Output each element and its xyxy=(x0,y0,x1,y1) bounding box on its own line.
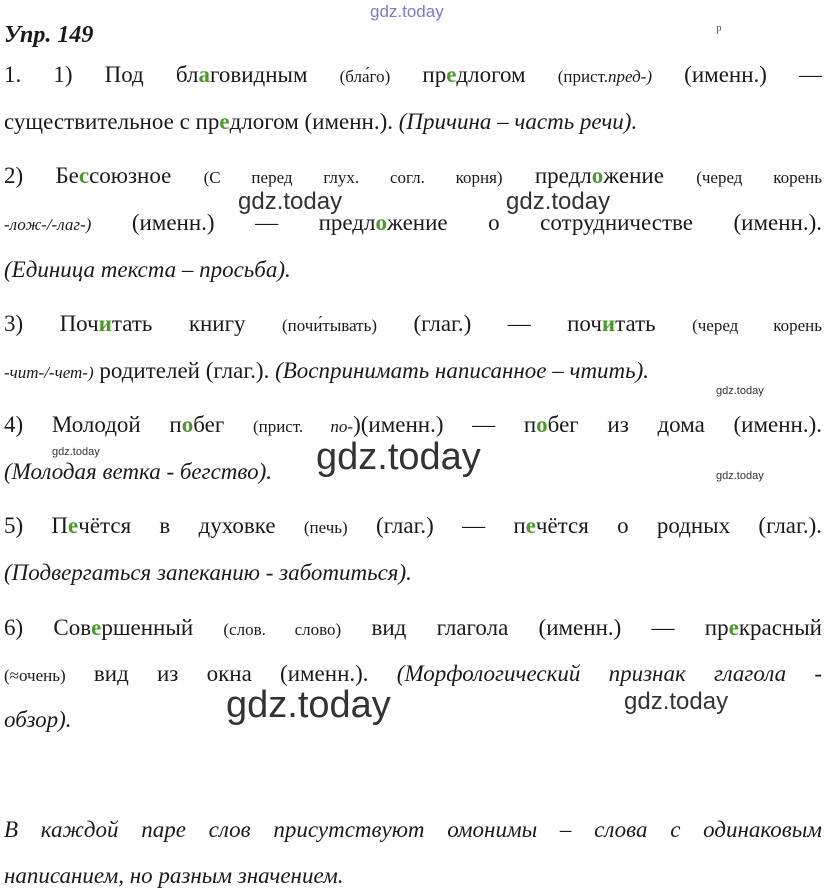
watermark-large-1: gdz.today xyxy=(316,436,481,478)
item-2-line-3: (Единица текста – просьба). xyxy=(4,257,291,282)
item-5-line-1: 5) Печётся в духовке (печь) (глаг.) — печётся о родных (глаг.). xyxy=(4,513,823,538)
item-4-line-2: (Молодая ветка - бегство). xyxy=(4,459,273,484)
item-5-line-2: (Подвергаться запеканию - заботиться). xyxy=(4,560,412,585)
item-3-line-1: 3) Почитать книгу (почи́тывать) (глаг.) — почитать (черед корень xyxy=(4,311,822,336)
stray-mark: ᵖ xyxy=(716,20,722,40)
conclusion-line-2: написанием, но разным значением. xyxy=(4,863,344,888)
item-6-line-2: (≈очень) вид из окна (именн.). (Морфологический признак глагола - xyxy=(4,661,823,686)
item-1-line-1: 1. 1) Под благовидным (бла́го) предлогом (прист.пред-) (именн.) — xyxy=(4,62,823,87)
item-6-line-1: 6) Совершенный (слов. слово) вид глагола (именн.) — прекрасный xyxy=(4,615,822,640)
conclusion-line-1: В каждой паре слов присутствуют омонимы – слова с одинаковым xyxy=(4,817,822,842)
exercise-title: Упр. 149 xyxy=(4,22,94,48)
watermark-small-1: gdz.today xyxy=(716,385,764,397)
watermark-small-2: gdz.today xyxy=(52,446,100,458)
watermark-large-2: gdz.today xyxy=(226,684,391,726)
item-2-line-1: 2) Бессоюзное (С перед глух. согл. корня) предложение (черед корень xyxy=(4,163,822,188)
item-1-line-2: существительное с предлогом (именн.). (Причина – часть речи). xyxy=(4,109,638,134)
watermark-small-3: gdz.today xyxy=(716,470,764,482)
watermark-top: gdz.today xyxy=(370,2,444,21)
watermark-medium-2: gdz.today xyxy=(506,188,611,215)
item-2-line-2: -лож-/-лаг-) (именн.) — предложение о сотрудничестве (именн.). xyxy=(4,210,822,235)
item-3-line-2: -чит-/-чет-) родителей (глаг.). (Воспринимать написанное – чтить). xyxy=(4,358,650,383)
watermark-medium-1: gdz.today xyxy=(238,188,343,215)
item-6-line-3: обзор). xyxy=(4,707,72,732)
watermark-medium-3: gdz.today xyxy=(624,688,729,715)
item-4-line-1: 4) Молодой побег (прист. по-)(именн.) — побег из дома (именн.). xyxy=(4,412,822,437)
